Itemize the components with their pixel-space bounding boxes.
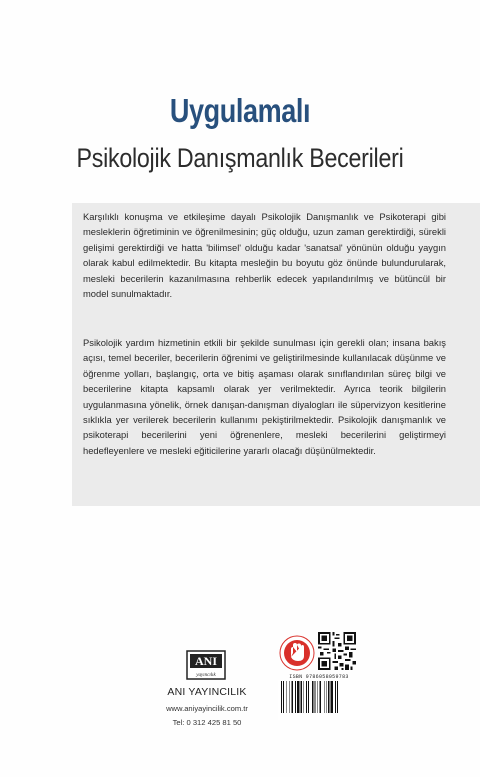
- barcode-bar: [286, 681, 287, 713]
- barcode-bar: [303, 681, 304, 713]
- barcode-bar: [306, 681, 307, 713]
- description-paragraph-2: Psikolojik yardım hizmetinin etkili bir şekilde sunulması için gerekli olan; insana bakış açısı, temel beceriler, becerilerin öğrenimi ve geliştirilmesinde kullanılacak düşünme ve öğrenme yolları, başlangıç, orta ve bitiş aşaması olarak sınıflandırılan süreç bilgi ve becerilerine kitapta kapsamlı olarak yer verilmektedir. Ayrıca teorik bilgilerin uygulanmasına yönelik, örnek danışan-danışman diyalogları ile süpervizyon kesitlerine sıklıkla yer verilerek becerilerin kullanımı pekiştirilmektedir. Psikolojik danışmanlık ve psikoterapi becerilerini yeni öğrenenlere, mesleki becerilerini geliştirmeyi hedefleyenlere ve mesleki eğiticilerine yararlı olacağı düşünülmektedir.: [83, 337, 446, 456]
- qr-code-icon: [318, 632, 356, 670]
- book-subtitle: Psikolojik Danışmanlık Becerileri: [76, 143, 404, 173]
- barcode-bar: [337, 681, 338, 713]
- barcode-bar: [319, 681, 321, 713]
- publisher-phone: Tel: 0 312 425 81 50: [172, 718, 242, 727]
- barcode-bar: [281, 681, 282, 713]
- barcode-bar: [317, 681, 318, 713]
- barcode-bar: [308, 681, 309, 713]
- barcode-bar: [291, 681, 293, 713]
- publisher-website: www.aniyayincilik.com.tr: [166, 704, 248, 713]
- isbn-label: ISBN 9786058059783: [289, 674, 349, 680]
- anti-piracy-hand-icon: [279, 635, 315, 671]
- barcode-bar: [301, 681, 303, 713]
- barcode-bar: [328, 681, 330, 713]
- barcode-bar: [289, 681, 290, 713]
- barcode-bar: [297, 681, 299, 713]
- publisher-name: ANI YAYINCILIK: [167, 686, 247, 698]
- publisher-logo-subtext: yayıncılık: [196, 673, 216, 678]
- book-title: Uygulamalı: [169, 92, 311, 129]
- barcode-bar: [324, 681, 325, 713]
- barcode-bar: [335, 681, 336, 713]
- publisher-logo: [186, 650, 226, 680]
- barcode-bar: [315, 681, 316, 713]
- barcode-bar: [326, 681, 327, 713]
- publisher-logo-text: ANI: [194, 654, 218, 668]
- barcode-bar: [312, 681, 314, 713]
- description-paragraph-1: Karşılıklı konuşma ve etkileşime dayalı Psikolojik Danışmanlık ve Psikoterapi gibi mesleklerin öğretiminin ve öğrenilmesinin; güç olduğu, uzun zaman gerektirdiği, sürekli gelişimi gerektirdiği ve hatta 'bilimsel' olduğu kadar 'sanatsal' yönünün olduğu yaygın olarak kabul edilmektedir. Bu kitapta mesleğin bu boyutu göz önünde bulundurularak, mesleki becerilerin kazanılmasına rehberlik edecek yapılandırılmış ve bütüncül bir model sunulmaktadır.: [83, 211, 446, 300]
- isbn-barcode: [278, 680, 360, 720]
- barcode-bar: [283, 681, 284, 713]
- barcode-bar: [331, 681, 333, 713]
- barcode-bar: [295, 681, 296, 713]
